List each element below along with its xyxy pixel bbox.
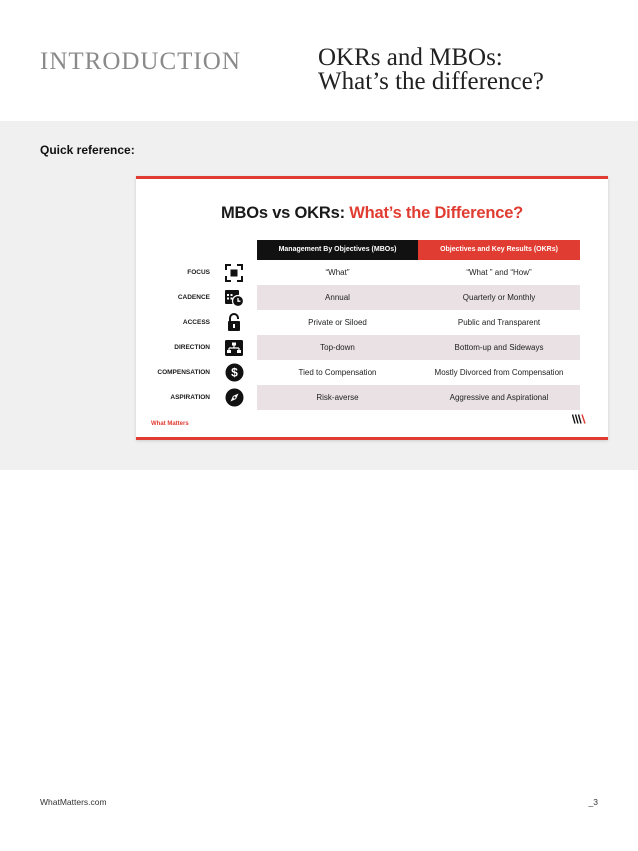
row-cells: [257, 260, 580, 285]
okr-cell: Bottom-up and Sideways: [454, 343, 544, 352]
brand-name: What Matters: [151, 421, 189, 427]
row-label: ASPIRATION: [170, 394, 210, 401]
table-row: [136, 360, 608, 385]
card-title: [136, 204, 608, 223]
okr-cell: Quarterly or Monthly: [462, 293, 536, 302]
page-title-line-2: What’s the difference?: [318, 68, 544, 95]
row-cells: [257, 360, 580, 385]
card-title-highlight: What’s the Difference?: [349, 204, 524, 222]
dollar-icon: [224, 363, 244, 382]
whatmatters-logo-icon: [572, 411, 586, 429]
calendar-clock-icon: [224, 288, 244, 307]
row-cells: [257, 335, 580, 360]
row-cells: [257, 385, 580, 410]
table-row: [136, 335, 608, 360]
okr-cell: “What ” and “How”: [466, 268, 532, 277]
svg-text:$: $: [230, 365, 238, 380]
section-title: INTRODUCTION: [40, 48, 241, 75]
table-header: [257, 240, 580, 260]
mbo-cell: Private or Siloed: [308, 318, 367, 327]
mbo-cell: Annual: [325, 293, 350, 302]
page-title: [318, 46, 618, 94]
mbo-cell: “What”: [325, 268, 350, 277]
compass-icon: [224, 388, 244, 407]
unlock-icon: [224, 313, 244, 332]
focus-icon: [224, 263, 244, 282]
header-mbo: Management By Objectives (MBOs): [257, 240, 418, 260]
row-label: CADENCE: [177, 294, 210, 301]
row-label: ACCESS: [182, 319, 210, 326]
table-row: [136, 285, 608, 310]
page-title-line-1: OKRs and MBOs:: [318, 44, 503, 71]
org-chart-icon: [224, 338, 244, 357]
okr-cell: Mostly Divorced from Compensation: [434, 368, 564, 377]
okr-cell: Public and Transparent: [457, 318, 541, 327]
header-okr: Objectives and Key Results (OKRs): [418, 240, 580, 260]
row-cells: [257, 310, 580, 335]
reference-band: [0, 121, 638, 470]
page-number: _3: [588, 797, 598, 807]
comparison-table: [136, 260, 608, 410]
mbo-cell: Tied to Compensation: [298, 368, 377, 377]
comparison-card: [136, 176, 608, 440]
table-row: [136, 260, 608, 285]
table-row: [136, 385, 608, 410]
okr-cell: Aggressive and Aspirational: [449, 393, 549, 402]
mbo-cell: Top-down: [320, 343, 355, 352]
row-label: COMPENSATION: [157, 369, 210, 376]
quick-reference-label: Quick reference:: [40, 143, 135, 157]
mbo-cell: Risk-averse: [316, 393, 359, 402]
table-row: [136, 310, 608, 335]
footer-site: WhatMatters.com: [40, 797, 107, 807]
row-cells: [257, 285, 580, 310]
row-label: DIRECTION: [174, 344, 210, 351]
card-title-prefix: MBOs vs OKRs:: [220, 204, 350, 222]
row-label: FOCUS: [187, 269, 210, 276]
